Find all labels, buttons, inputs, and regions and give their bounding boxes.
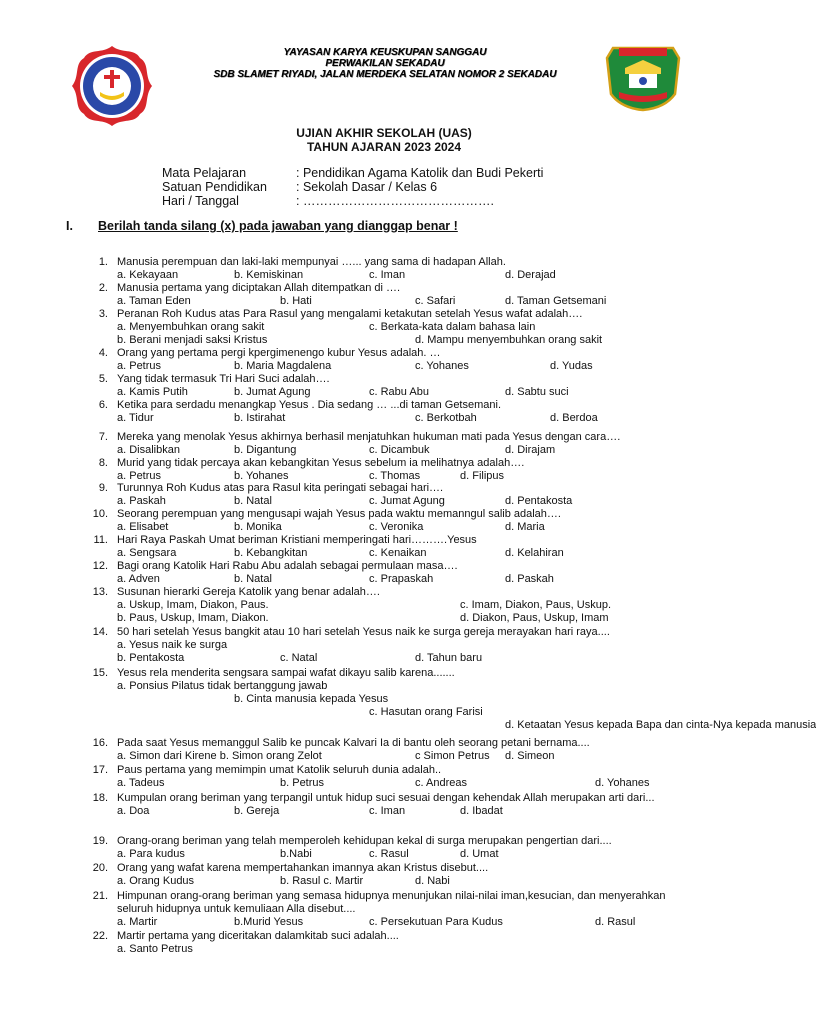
answer-option: b. Natal xyxy=(234,573,272,585)
answer-option: c. Thomas xyxy=(369,470,421,482)
answer-option: b. Kebangkitan xyxy=(234,547,308,559)
section-instruction: Berilah tanda silang (x) pada jawaban yang dianggap benar ! xyxy=(98,219,458,233)
answer-option: b. Digantung xyxy=(234,444,297,456)
answer-option: a. Kekayaan xyxy=(117,269,179,281)
school-address: SDB SLAMET RIYADI, JALAN MERDEKA SELATAN NOMOR 2 SEKADAU xyxy=(213,69,557,80)
question-text: Pada saat Yesus memanggul Salib ke puncak Kalvari Ia di bantu oleh seorang petani bernama.... xyxy=(117,737,590,749)
answer-option: c Simon Petrus xyxy=(415,750,490,762)
question-text: Yesus rela menderita sengsara sampai wafat dikayu salib karena....... xyxy=(117,667,455,679)
answer-option: b. Jumat Agung xyxy=(234,386,311,398)
answer-option: d. Derajad xyxy=(505,269,556,281)
answer-option: d. Umat xyxy=(460,848,499,860)
question-number: 15. xyxy=(92,667,108,679)
meta-label: Satuan Pendidikan xyxy=(162,180,267,194)
answer-option: a. Petrus xyxy=(117,470,162,482)
answer-option: d. Sabtu suci xyxy=(505,386,569,398)
answer-option: a. Tadeus xyxy=(117,777,165,789)
answer-option: d. Filipus xyxy=(460,470,505,482)
answer-option: b. Monika xyxy=(234,521,282,533)
question-number: 1. xyxy=(98,256,108,268)
meta-value: : Sekolah Dasar / Kelas 6 xyxy=(296,180,438,194)
answer-option: a. Santo Petrus xyxy=(117,943,193,955)
answer-option: c. Kenaikan xyxy=(369,547,427,559)
question-text: Orang yang wafat karena mempertahankan imannya akan Kristus disebut.... xyxy=(117,862,489,874)
question-text: Bagi orang Katolik Hari Rabu Abu adalah sebagai permulaan masa…. xyxy=(117,560,458,572)
answer-option: b. Rasul c. Martir xyxy=(280,875,364,887)
answer-option: a. Uskup, Imam, Diakon, Paus. xyxy=(117,599,269,611)
question-number: 21. xyxy=(92,890,108,902)
question-number: 11. xyxy=(93,534,108,546)
answer-option: a. Elisabet xyxy=(117,521,169,533)
question-text: Turunnya Roh Kudus atas para Rasul kita peringati sebagai hari…. xyxy=(117,482,444,494)
answer-option: c. Berkata-kata dalam bahasa lain xyxy=(369,321,536,333)
question-number: 16. xyxy=(92,737,108,749)
answer-option: b. Berani menjadi saksi Kristus xyxy=(117,334,268,346)
question-number: 6. xyxy=(98,399,108,411)
answer-option: a. Simon dari Kirene b. Simon orang Zelot xyxy=(117,750,322,762)
answer-option: c. Andreas xyxy=(415,777,467,789)
meta-label: Hari / Tanggal xyxy=(162,194,239,208)
question-number: 10. xyxy=(92,508,108,520)
question-number: 14. xyxy=(92,626,108,638)
question-text: Manusia pertama yang diciptakan Allah ditempatkan di …. xyxy=(117,282,401,294)
question-number: 18. xyxy=(92,792,108,804)
answer-option: d. Ibadat xyxy=(460,805,503,817)
answer-option: a. Doa xyxy=(117,805,150,817)
answer-option: c. Natal xyxy=(280,652,318,664)
answer-option: d. Kelahiran xyxy=(505,547,564,559)
question-text: Kumpulan orang beriman yang terpangil untuk hidup suci sesuai dengan kehendak Allah merupakan arti dari... xyxy=(117,792,655,804)
question-text: Seorang perempuan yang mengusapi wajah Yesus pada waktu memanngul salib adalah…. xyxy=(117,508,561,520)
answer-option: d. Simeon xyxy=(505,750,555,762)
question-number: 17. xyxy=(92,764,108,776)
answer-option: a. Kamis Putih xyxy=(117,386,188,398)
question-text: Hari Raya Paskah Umat beriman Kristiani memperingati hari……….Yesus xyxy=(117,534,477,546)
foundation-logo-icon xyxy=(70,44,154,128)
answer-option: a. Disalibkan xyxy=(117,444,180,456)
answer-option: b. Paus, Uskup, Imam, Diakon. xyxy=(117,612,269,624)
answer-option: d. Yudas xyxy=(550,360,593,372)
question-text: Paus pertama yang memimpin umat Katolik seluruh dunia adalah.. xyxy=(117,764,442,776)
question-text: Mereka yang menolak Yesus akhirnya berhasil menjatuhkan hukuman mati pada Yesus dengan cara…. xyxy=(117,431,621,443)
answer-option: d. Berdoa xyxy=(550,412,598,424)
meta-value: : Pendidikan Agama Katolik dan Budi Pekerti xyxy=(296,166,544,180)
question-number: 22. xyxy=(92,930,108,942)
answer-option: b. Natal xyxy=(234,495,272,507)
question-number: 7. xyxy=(98,431,108,443)
question-number: 8. xyxy=(98,457,108,469)
answer-option: b.Murid Yesus xyxy=(234,916,304,928)
section-number: I. xyxy=(66,219,73,233)
answer-option: b. Hati xyxy=(280,295,312,307)
question-number: 4. xyxy=(98,347,108,359)
answer-option: c. Hasutan orang Farisi xyxy=(369,706,483,718)
question-number: 19. xyxy=(92,835,108,847)
question-text: Himpunan orang-orang beriman yang semasa hidupnya menunjukan nilai-nilai iman,kesucian, dan menyerahkan xyxy=(117,890,666,902)
answer-option: b. Kemiskinan xyxy=(234,269,304,281)
question-text: Orang yang pertama pergi kpergimenengo kubur Yesus adalah. … xyxy=(117,347,441,359)
answer-option: c. Jumat Agung xyxy=(369,495,445,507)
answer-option: c. Iman xyxy=(369,805,406,817)
answer-option: a. Petrus xyxy=(117,360,162,372)
answer-option: c. Veronika xyxy=(369,521,424,533)
answer-option: c. Rasul xyxy=(369,848,409,860)
answer-option: c. Dicambuk xyxy=(369,444,430,456)
answer-option: c. Persekutuan Para Kudus xyxy=(369,916,503,928)
question-number: 5. xyxy=(98,373,108,385)
question-text: Martir pertama yang diceritakan dalamkitab suci adalah.... xyxy=(117,930,399,942)
answer-option: d. Diakon, Paus, Uskup, Imam xyxy=(460,612,609,624)
question-text: Ketika para serdadu menangkap Yesus . Dia sedang … ...di taman Getsemani. xyxy=(117,399,502,411)
answer-option: c. Prapaskah xyxy=(369,573,434,585)
meta-label: Mata Pelajaran xyxy=(162,166,247,180)
answer-option: a. Martir xyxy=(117,916,158,928)
answer-option: d. Paskah xyxy=(505,573,554,585)
question-number: 2. xyxy=(98,282,108,294)
answer-option: a. Adven xyxy=(117,573,160,585)
question-text: Yang tidak termasuk Tri Hari Suci adalah…. xyxy=(117,373,330,385)
answer-option: c. Yohanes xyxy=(415,360,469,372)
answer-option: a. Yesus naik ke surga xyxy=(117,639,228,651)
answer-option: c. Iman xyxy=(369,269,406,281)
question-text-continued: seluruh hidupnya untuk kemuliaan Alla disebut.... xyxy=(117,903,356,915)
answer-option: d. Dirajam xyxy=(505,444,556,456)
answer-option: c. Imam, Diakon, Paus, Uskup. xyxy=(460,599,611,611)
answer-option: a. Sengsara xyxy=(117,547,177,559)
answer-option: d. Taman Getsemani xyxy=(505,295,607,307)
answer-option: a. Taman Eden xyxy=(117,295,191,307)
exam-title: UJIAN AKHIR SEKOLAH (UAS) xyxy=(296,126,472,140)
answer-option: b. Petrus xyxy=(280,777,325,789)
question-text: Peranan Roh Kudus atas Para Rasul yang mengalami ketakutan setelah Yesus wafat adalah…. xyxy=(117,308,583,320)
answer-option: b. Cinta manusia kepada Yesus xyxy=(234,693,389,705)
answer-option: c. Rabu Abu xyxy=(369,386,429,398)
branch-name: PERWAKILAN SEKADAU xyxy=(325,58,445,69)
answer-option: d. Mampu menyembuhkan orang sakit xyxy=(415,334,603,346)
answer-option: b. Pentakosta xyxy=(117,652,185,664)
question-number: 13. xyxy=(92,586,108,598)
answer-option: b. Istirahat xyxy=(234,412,286,424)
answer-option: d. Tahun baru xyxy=(415,652,483,664)
answer-option: b.Nabi xyxy=(280,848,312,860)
question-number: 12. xyxy=(92,560,108,572)
answer-option: d. Nabi xyxy=(415,875,450,887)
question-number: 20. xyxy=(92,862,108,874)
question-text: Susunan hierarki Gereja Katolik yang benar adalah…. xyxy=(117,586,380,598)
answer-option: a. Tidur xyxy=(117,412,154,424)
answer-option: d. Maria xyxy=(505,521,545,533)
answer-option: d. Ketaatan Yesus kepada Bapa dan cinta-Nya kepada manusia xyxy=(505,719,816,731)
foundation-name: YAYASAN KARYA KEUSKUPAN SANGGAU xyxy=(283,47,487,58)
question-number: 9. xyxy=(98,482,108,494)
exam-year: TAHUN AJARAN 2023 2024 xyxy=(306,140,462,154)
answer-option: d. Yohanes xyxy=(595,777,650,789)
question-text: Murid yang tidak percaya akan kebangkitan Yesus sebelum ia melihatnya adalah…. xyxy=(117,457,525,469)
answer-option: a. Para kudus xyxy=(117,848,185,860)
question-text: Orang-orang beriman yang telah memperoleh kehidupan kekal di surga merupakan pengertian dari.... xyxy=(117,835,612,847)
answer-option: a. Ponsius Pilatus tidak bertanggung jawab xyxy=(117,680,328,692)
question-text: Manusia perempuan dan laki-laki mempunyai …... yang sama di hadapan Allah. xyxy=(117,256,506,268)
answer-option: c. Safari xyxy=(415,295,456,307)
answer-option: b. Maria Magdalena xyxy=(234,360,332,372)
meta-value: : ………………………………………. xyxy=(296,194,494,208)
answer-option: a. Orang Kudus xyxy=(117,875,195,887)
question-text: 50 hari setelah Yesus bangkit atau 10 hari setelah Yesus naik ke surga gereja merayakan hari raya.... xyxy=(117,626,610,638)
answer-option: a. Paskah xyxy=(117,495,166,507)
question-number: 3. xyxy=(98,308,108,320)
answer-option: d. Rasul xyxy=(595,916,636,928)
answer-option: b. Yohanes xyxy=(234,470,289,482)
answer-option: c. Berkotbah xyxy=(415,412,477,424)
answer-option: a. Menyembuhkan orang sakit xyxy=(117,321,265,333)
answer-option: b. Gereja xyxy=(234,805,280,817)
answer-option: d. Pentakosta xyxy=(505,495,573,507)
